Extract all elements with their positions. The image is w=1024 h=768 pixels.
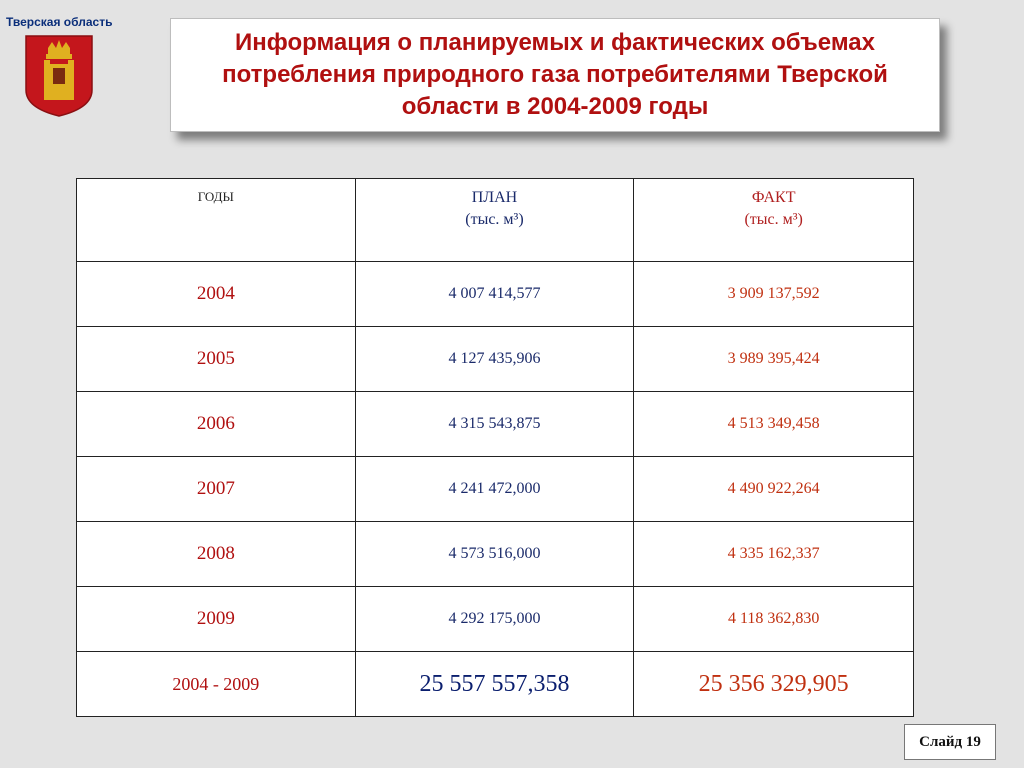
row-plan: 4 127 435,906 (355, 327, 634, 392)
slide-number: Слайд 19 (904, 724, 996, 760)
row-fact: 4 335 162,337 (634, 522, 914, 587)
total-plan: 25 557 557,358 (355, 652, 634, 717)
table-row (77, 457, 914, 522)
header-plan-unit: (тыс. м³) (465, 211, 524, 228)
row-plan: 4 573 516,000 (355, 522, 634, 587)
header-plan (355, 179, 634, 262)
table-total-row (77, 652, 914, 717)
row-year: 2008 (77, 522, 356, 587)
slide-title: Информация о планируемых и фактических объемах потребления природного газа потребителями Тверской области в 2004-2009 годы (222, 29, 888, 120)
row-fact: 4 490 922,264 (634, 457, 914, 522)
table-row (77, 587, 914, 652)
table-row (77, 392, 914, 457)
header-fact-label (634, 179, 913, 231)
tver-coat-of-arms-icon (24, 34, 94, 118)
row-plan: 4 007 414,577 (355, 262, 634, 327)
row-plan: 4 315 543,875 (355, 392, 634, 457)
row-year: 2006 (77, 392, 356, 457)
row-fact: 4 118 362,830 (634, 587, 914, 652)
row-fact: 4 513 349,458 (634, 392, 914, 457)
header-fact-text: ФАКТ (751, 189, 796, 206)
header-fact-unit: (тыс. м³) (744, 211, 803, 228)
table-header-row (77, 179, 914, 262)
header-fact (634, 179, 914, 262)
row-year: 2007 (77, 457, 356, 522)
row-fact: 3 909 137,592 (634, 262, 914, 327)
header-years-label: ГОДЫ (197, 189, 234, 204)
row-plan: 4 241 472,000 (355, 457, 634, 522)
row-year: 2005 (77, 327, 356, 392)
total-years: 2004 - 2009 (77, 652, 356, 717)
region-label: Тверская область (6, 15, 113, 29)
header-plan-label (356, 179, 634, 231)
gas-consumption-table (76, 178, 914, 717)
row-year: 2004 (77, 262, 356, 327)
table-row (77, 327, 914, 392)
table-row (77, 522, 914, 587)
title-box (170, 18, 940, 132)
header-years (77, 179, 356, 262)
row-fact: 3 989 395,424 (634, 327, 914, 392)
total-fact: 25 356 329,905 (634, 652, 914, 717)
table-row (77, 262, 914, 327)
row-year: 2009 (77, 587, 356, 652)
row-plan: 4 292 175,000 (355, 587, 634, 652)
header-plan-text: ПЛАН (471, 189, 518, 206)
